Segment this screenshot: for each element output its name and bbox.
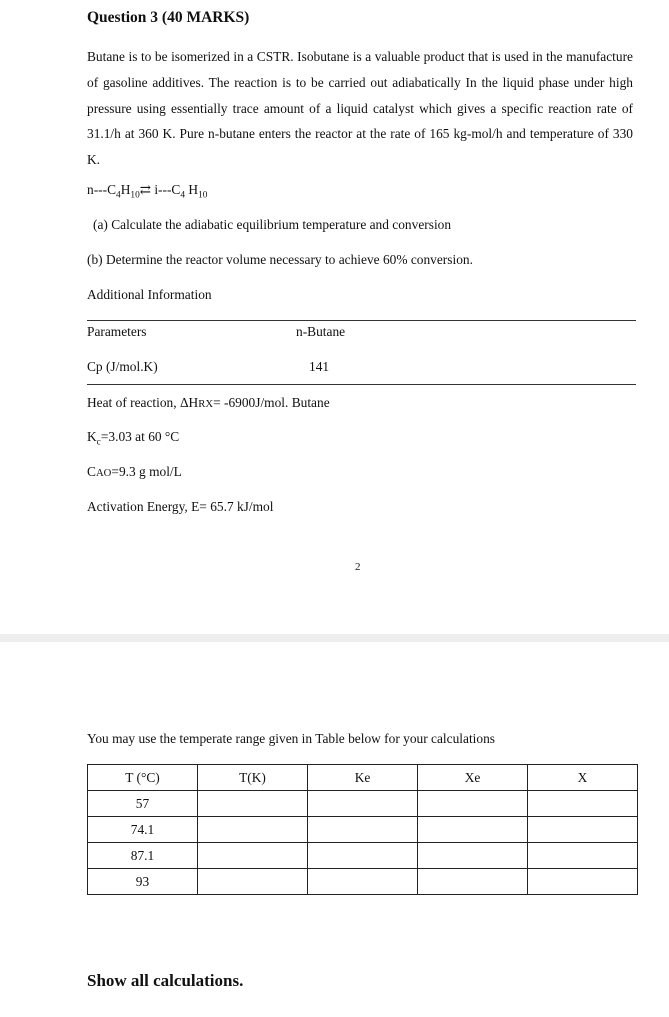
table-row xyxy=(88,817,638,843)
header-x: X xyxy=(528,765,638,791)
cp-value: 141 xyxy=(309,359,330,374)
table-header-row xyxy=(88,765,638,791)
t-kelvin-cell[interactable] xyxy=(198,869,308,895)
header-xe: Xe xyxy=(418,765,528,791)
equilibrium-constant: $K_c=3.03$ at 60 °C xyxy=(87,429,180,448)
part-a: (a) Calculate the adiabatic equilibrium temperature and conversion xyxy=(93,217,452,232)
header-t-kelvin: T(K) xyxy=(198,765,308,791)
cp-label: Cp (J/mol.K) xyxy=(87,359,158,374)
ke-cell[interactable] xyxy=(308,869,418,895)
ke-cell[interactable] xyxy=(308,843,418,869)
t-kelvin-cell[interactable] xyxy=(198,817,308,843)
page-number: 2 xyxy=(355,561,361,573)
x-cell[interactable] xyxy=(528,817,638,843)
x-cell[interactable] xyxy=(528,791,638,817)
xe-cell[interactable] xyxy=(418,843,528,869)
t-kelvin-cell[interactable] xyxy=(198,843,308,869)
x-cell[interactable] xyxy=(528,869,638,895)
additional-info-label: Additional Information xyxy=(87,287,212,302)
param-header: Parameters xyxy=(87,324,147,339)
x-cell[interactable] xyxy=(528,843,638,869)
t-celsius-cell: 93 xyxy=(88,869,198,895)
butane-header: n-Butane xyxy=(296,324,346,339)
parameters-table xyxy=(87,320,636,385)
reaction-equation: $n---C_4H_{10}⇄$ $i---C_4$ $H_{10}$ xyxy=(87,182,208,201)
table-intro: You may use the temperate range given in Table below for your calculations xyxy=(87,731,495,746)
ke-cell[interactable] xyxy=(308,791,418,817)
xe-cell[interactable] xyxy=(418,817,528,843)
heat-of-reaction: Heat of reaction, ΔHRX= -6900J/mol. Butane xyxy=(87,395,330,410)
t-celsius-cell: 74.1 xyxy=(88,817,198,843)
initial-concentration: CAO=9.3 g mol/L xyxy=(87,464,182,479)
table-row xyxy=(88,791,638,817)
page-divider xyxy=(0,634,669,642)
question-title: Question 3 (40 MARKS) xyxy=(87,9,250,26)
xe-cell[interactable] xyxy=(418,869,528,895)
table-row xyxy=(88,843,638,869)
part-b: (b) Determine the reactor volume necessary to achieve 60% conversion. xyxy=(87,252,473,267)
header-t-celsius: T (°C) xyxy=(88,765,198,791)
table-row xyxy=(88,869,638,895)
t-kelvin-cell[interactable] xyxy=(198,791,308,817)
temperature-table xyxy=(87,764,638,895)
header-ke: Ke xyxy=(308,765,418,791)
ke-cell[interactable] xyxy=(308,817,418,843)
activation-energy: Activation Energy, E= 65.7 kJ/mol xyxy=(87,499,274,514)
t-celsius-cell: 57 xyxy=(88,791,198,817)
problem-statement: Butane is to be isomerized in a CSTR. Isobutane is a valuable product that is used in the manufacture of gasoline additives. The reaction is to be carried out adiabatically In the liquid phase under high pressure using essentially trace amount of a liquid catalyst which gives a specific reaction rate of 31.1/h at 360 K. Pure n-butane enters the reactor at the rate of 165 kg-mol/h and temperature of 330 K. xyxy=(87,49,633,168)
t-celsius-cell: 87.1 xyxy=(88,843,198,869)
xe-cell[interactable] xyxy=(418,791,528,817)
show-all-calculations: Show all calculations. xyxy=(87,971,244,990)
